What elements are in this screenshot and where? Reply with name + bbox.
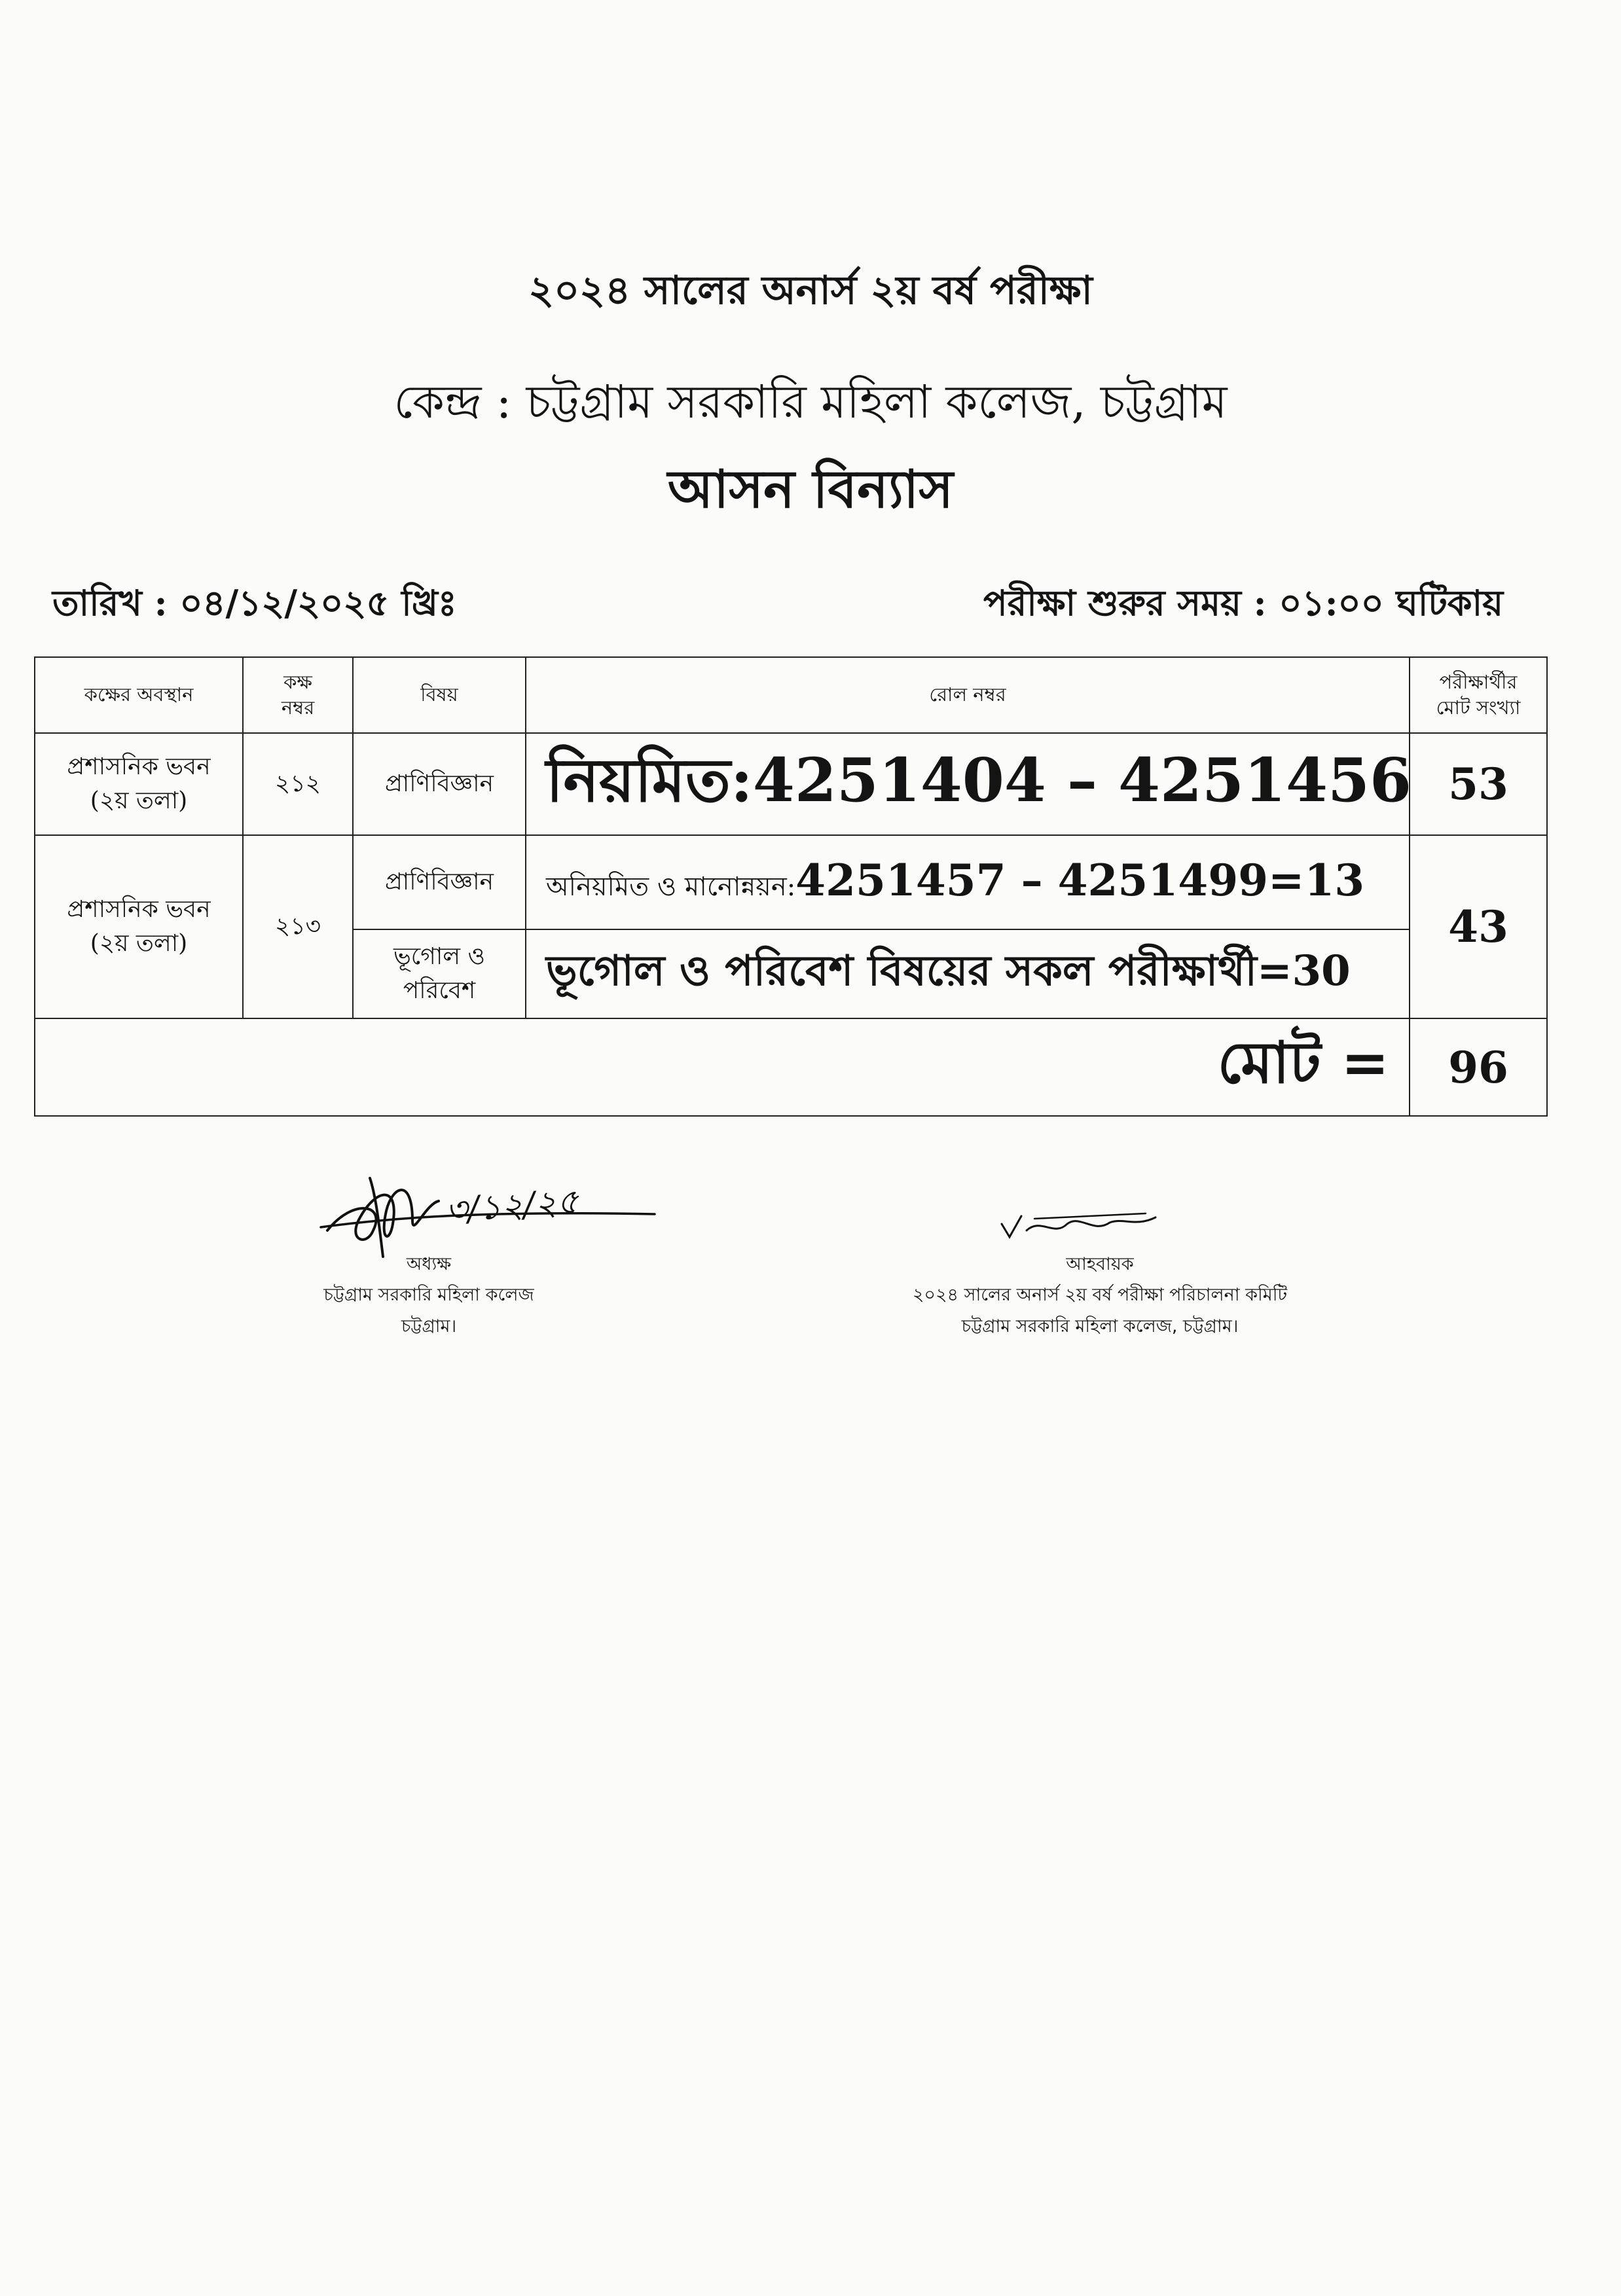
principal-org: চট্টগ্রাম সরকারি মহিলা কলেজ [323, 1285, 534, 1306]
roll-label: অনিয়মিত ও মানোন্নয়ন: [546, 872, 796, 902]
examinee-count: 43 [1410, 835, 1547, 1018]
room-number: ২১৩ [243, 835, 353, 1018]
exam-date: তারিখ : ০৪/১২/২০২৫ খ্রিঃ [52, 582, 457, 624]
convener-block [851, 1249, 1349, 1342]
total-label: মোট = [35, 1018, 1410, 1116]
room-location: প্রশাসনিক ভবন (২য় তলা) [35, 835, 243, 1018]
header-subject: বিষয় [353, 657, 526, 733]
exam-center: কেন্দ্র : চট্টগ্রাম সরকারি মহিলা কলেজ, চট্টগ্রাম [393, 375, 1228, 429]
principal-title: অধ্যক্ষ [406, 1254, 452, 1274]
roll-range: ভূগোল ও পরিবেশ বিষয়ের সকল পরীক্ষার্থী=30 [526, 929, 1410, 1018]
page-title: আসন বিন্যাস [667, 458, 954, 520]
subject: প্রাণিবিজ্ঞান [353, 835, 526, 929]
table-header-row [35, 657, 1547, 733]
total-row [35, 1018, 1547, 1116]
table-row [35, 835, 1547, 929]
convener-committee: ২০২৪ সালের অনার্স ২য় বর্ষ পরীক্ষা পরিচালনা কমিটি [912, 1285, 1288, 1306]
subject: ভূগোল ও পরিবেশ [353, 929, 526, 1018]
examinee-count: 53 [1410, 733, 1547, 835]
header-room-location: কক্ষের অবস্থান [35, 657, 243, 733]
convener-signature [995, 1204, 1165, 1250]
convener-org: চট্টগ্রাম সরকারি মহিলা কলেজ, চট্টগ্রাম। [961, 1316, 1239, 1336]
seat-plan-table [34, 656, 1548, 1117]
total-count: 96 [1410, 1018, 1547, 1116]
signature-date-handwriting: ৩/১২/২৫ [444, 1181, 581, 1230]
room-location: প্রশাসনিক ভবন (২য় তলা) [35, 733, 243, 835]
principal-block [216, 1249, 642, 1342]
exam-start-time: পরীক্ষা শুরুর সময় : ০১:০০ ঘটিকায় [983, 582, 1503, 624]
header-room-number: কক্ষ নম্বর [243, 657, 353, 733]
roll-numbers: 4251457 – 4251499=13 [795, 855, 1365, 906]
principal-place: চট্টগ্রাম। [401, 1316, 457, 1336]
header-roll-number: রোল নম্বর [526, 657, 1410, 733]
roll-range: নিয়মিত:4251404 – 4251456 [526, 733, 1410, 835]
table-row [35, 733, 1547, 835]
header-examinee-count: পরীক্ষার্থীর মোট সংখ্যা [1410, 657, 1547, 733]
roll-range [526, 835, 1410, 929]
room-number: ২১২ [243, 733, 353, 835]
convener-title: আহবায়ক [1066, 1254, 1134, 1274]
exam-title: ২০২৪ সালের অনার্স ২য় বর্ষ পরীক্ষা [528, 268, 1093, 314]
subject: প্রাণিবিজ্ঞান [353, 733, 526, 835]
